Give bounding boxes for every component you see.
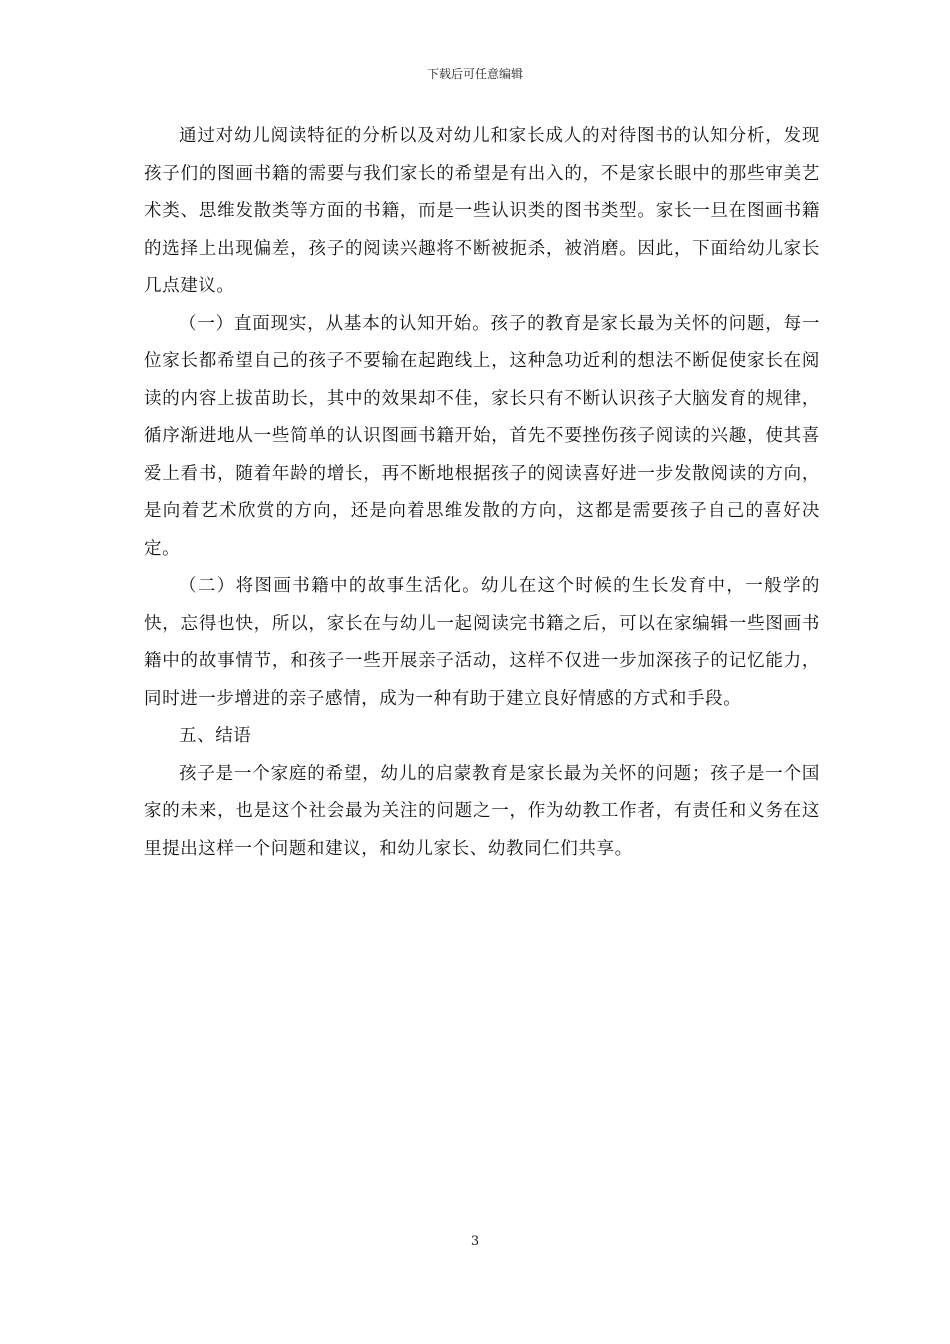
paragraph-suggestion-1: （一）直面现实，从基本的认知开始。孩子的教育是家长最为关怀的问题，每一位家长都希望自己的孩子不要输在起跑线上，这种急功近利的想法不断促使家长在阅读的内容上拔苗助长，其中的效果却不佳，家长只有不断认识孩子大脑发育的规律，循序渐进地从一些简单的认识图画书籍开始，首先不要挫伤孩子阅读的兴趣，使其喜爱上看书，随着年龄的增长，再不断地根据孩子的阅读喜好进一步发散阅读的方向，是向着艺术欣赏的方向，还是向着思维发散的方向，这都是需要孩子自己的喜好决定。 [144, 313, 820, 559]
paragraph-suggestion-2: （二）将图画书籍中的故事生活化。幼儿在这个时候的生长发育中，一般学的快，忘得也快，所以，家长在与幼儿一起阅读完书籍之后，可以在家编辑一些图画书籍中的故事情节，和孩子一些开展亲子活动，这样不仅进一步加深孩子的记忆能力，同时进一步增进的亲子感情，成为一种有助于建立良好情感的方式和手段。 [144, 576, 820, 709]
page-number: 3 [470, 1234, 480, 1249]
page-header: 下载后可任意编辑 [426, 67, 523, 81]
section-heading-conclusion: 五、结语 [179, 726, 252, 746]
document-body [144, 118, 820, 868]
paragraph-intro: 通过对幼儿阅读特征的分析以及对幼儿和家长成人的对待图书的认知分析，发现孩子们的图画书籍的需要与我们家长的希望是有出入的，不是家长眼中的那些审美艺术类、思维发散类等方面的书籍，而是一些认识类的图书类型。家长一旦在图画书籍的选择上出现偏差，孩子的阅读兴趣将不断被扼杀，被消磨。因此，下面给幼儿家长几点建议。 [144, 126, 820, 296]
paragraph-conclusion: 孩子是一个家庭的希望，幼儿的启蒙教育是家长最为关怀的问题；孩子是一个国家的未来，也是这个社会最为关注的问题之一，作为幼教工作者，有责任和义务在这里提出这样一个问题和建议，和幼儿家长、幼教同仁们共享。 [144, 763, 820, 859]
